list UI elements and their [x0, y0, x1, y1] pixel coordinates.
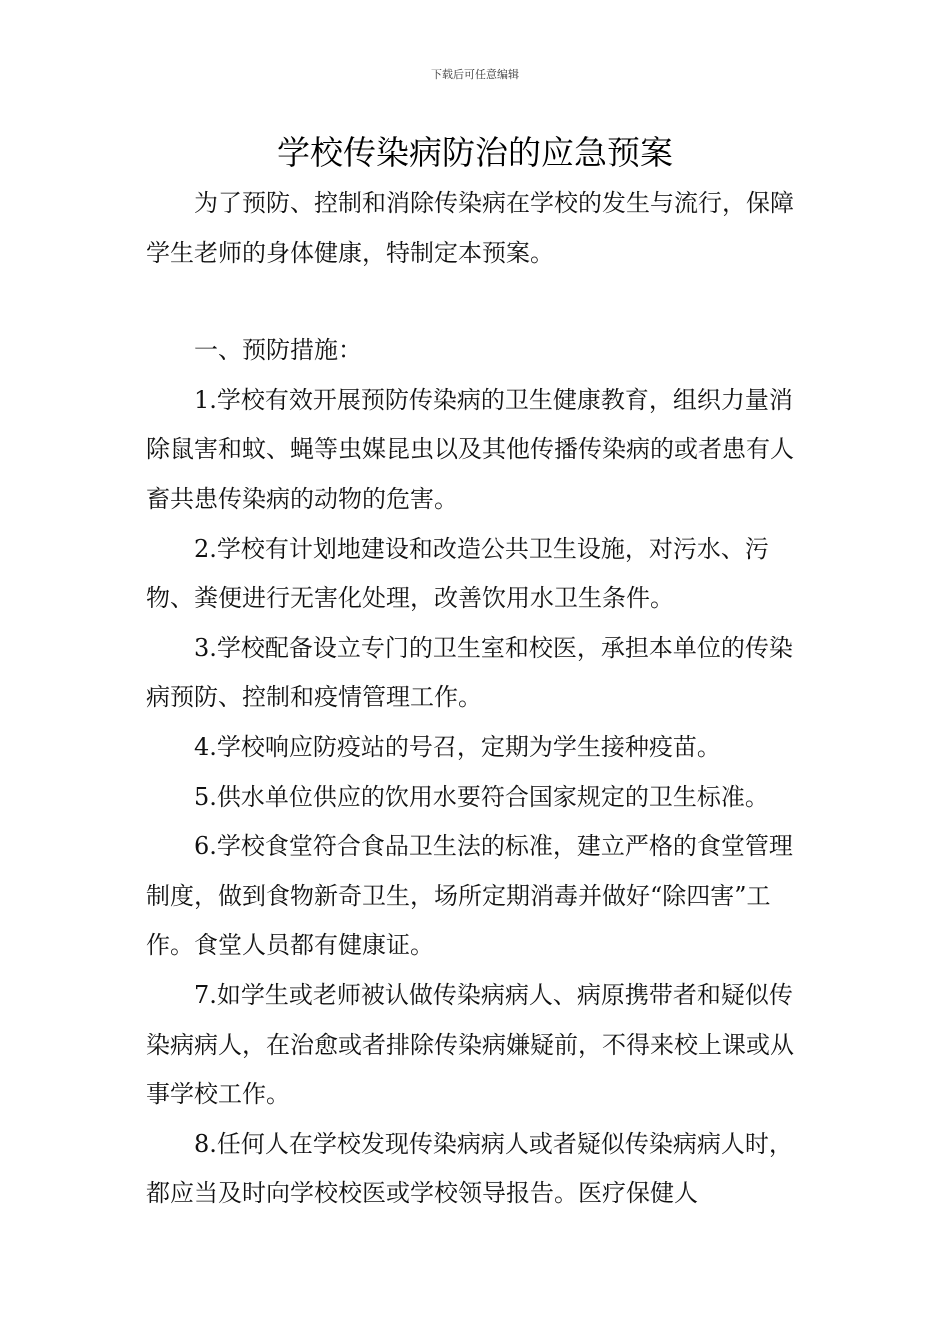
list-item: 5.供水单位供应的饮用水要符合国家规定的卫生标准。 — [194, 782, 769, 811]
list-item: 3.学校配备设立专门的卫生室和校医，承担本单位的传染病预防、控制和疫情管理工作。 — [146, 633, 793, 712]
intro-paragraph: 为了预防、控制和消除传染病在学校的发生与流行，保障学生老师的身体健康，特制定本预案。 — [146, 189, 794, 267]
list-item: 1.学校有效开展预防传染病的卫生健康教育，组织力量消除鼠害和蚊、蝇等虫媒昆虫以及其他传播传染病的或者患有人畜共患传染病的动物的危害。 — [146, 385, 794, 513]
document-title: 学校传染病防治的应急预案 — [277, 133, 673, 172]
list-item: 2.学校有计划地建设和改造公共卫生设施，对污水、污物、粪便进行无害化处理，改善饮用水卫生条件。 — [146, 534, 769, 613]
list-item: 8.任何人在学校发现传染病病人或者疑似传染病病人时，都应当及时向学校校医或学校领导报告。医疗保健人 — [146, 1129, 793, 1208]
document-body — [146, 179, 806, 1219]
list-item: 6.学校食堂符合食品卫生法的标准，建立严格的食堂管理制度，做到食物新奇卫生，场所定期消毒并做好“除四害”工作。食堂人员都有健康证。 — [146, 832, 793, 960]
list-item: 7.如学生或老师被认做传染病病人、病原携带者和疑似传染病病人，在治愈或者排除传染病嫌疑前，不得来校上课或从事学校工作。 — [146, 980, 794, 1109]
list-item: 4.学校响应防疫站的号召，定期为学生接种疫苗。 — [194, 732, 721, 761]
header-note: 下载后可任意编辑 — [431, 68, 519, 81]
paragraph-gap — [146, 278, 806, 326]
section-heading: 一、预防措施： — [194, 336, 362, 365]
